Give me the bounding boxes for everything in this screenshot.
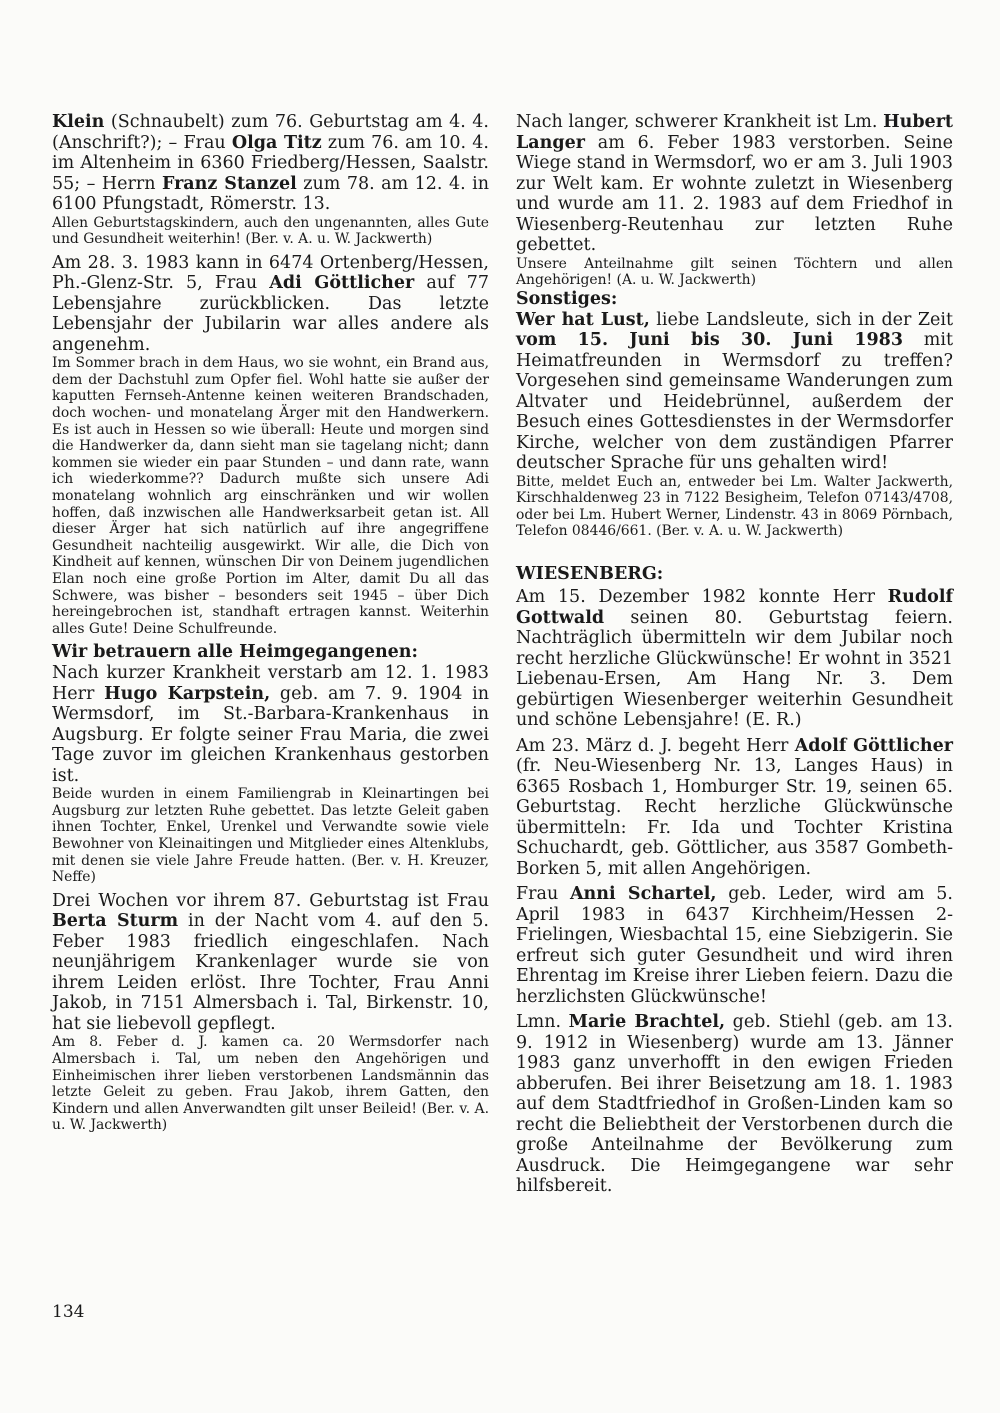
section-heading-wiesenberg: WIESENBERG: [516,564,664,585]
name-franz-stanzel: Franz Stanzel [161,173,297,194]
page-number: 134 [52,1302,85,1322]
section-heading-sonstiges: Sonstiges: [516,288,618,309]
meeting-invitation-paragraph: Wer hat Lust, liebe Landsleute, sich in der Zeit vom 15. Juni bis 30. Juni 1983 mit Heimatfreunden in Wermsdorf zu treffen? Vorgesehen sind gemeinsame Wanderungen zum Altvater und Heidebrünnel, außerdem der Besuch eines Gottesdienstes in der Wermsdorfer Kirche, welcher von dem zuständigen Pfarrer deutscher Sprache für uns gehalten wird! [516,309,954,474]
name-klein: Klein [52,112,105,132]
right-column [516,112,953,1197]
rudolf-gottwald-paragraph: Am 15. Dezember 1982 konnte Herr Rudolf Gottwald seinen 80. Geburtstag feiern. Nachträglich übermitteln wir dem Jubilar noch recht herzliche Glückwünsche! Er wohnt in 3521 Liebenau-Ersen, Am Hang Nr. 3. Dem gebürtigen Wiesenberger weiterhin Gesundheit und schöne Lebensjahre! (E. R.) [516,587,953,731]
condolence-paragraph: Unsere Anteilnahme gilt seinen Töchtern und allen Angehörigen! (A. u. W. Jackwerth) [516,255,953,289]
name-marie-brachtel: Marie Brachtel, [568,1012,726,1033]
adi-goettlicher-paragraph: Am 28. 3. 1983 kann in 6474 Ortenberg/Hessen, Ph.-Glenz-Str. 5, Frau Adi Göttlicher auf 77 Lebensjahre zurückblicken. Das letzte Lebensjahr der Jubilarin war alles andere als angenehm. [52,252,489,355]
burial-paragraph: Beide wurden in einem Familiengrab in Kleinartingen bei Augsburg zur letzten Ruhe gebettet. Das letzte Geleit gaben ihnen Tochter, Enkel, Urenkel und Verwandte sowie viele Bewohner von Kleinaitingen und Mitglieder eines Altenklubs, mit denen sie viele Jahre Freude hatten. (Ber. v. H. Kreuzer, Neffe) [52,786,489,886]
birthday-wishes-paragraph: Allen Geburtstagskindern, auch den ungenannten, alles Gute und Gesundheit weiterhin! (Ber. v. A. u. W. Jackwerth) [52,214,489,248]
name-adolf-goettlicher: Adolf Göttlicher [794,735,953,756]
hubert-langer-paragraph: Nach langer, schwerer Krankheit ist Lm. Hubert Langer am 6. Feber 1983 verstorben. Seine Wiege stand in Wermsdorf, wo er am 3. Juli 1903 zur Welt kam. Er wohnte zuletzt in Wiesenberg und wurde am 11. 2. 1983 auf dem Friedhof in Wiesenberg-Reutenhau zur letzten Ruhe gebettet. [516,112,953,255]
name-olga-titz: Olga Titz [231,132,322,153]
registration-paragraph: Bitte, meldet Euch an, entweder bei Lm. Walter Jackwerth, Kirschhaldenweg 23 in 7122 Besigheim, Telefon 07143/4708, oder bei Lm. Hubert Werner, Lindenstr. 43 in 8069 Pörnbach, Telefon 08446/661. (Ber. v. A. u. W. Jackwerth) [516,473,953,540]
name-rudolf-gottwald: Rudolf Gottwald [516,587,953,628]
meeting-dates: vom 15. Juni bis 30. Juni 1983 [516,330,904,351]
hugo-karpstein-paragraph: Nach kurzer Krankheit verstarb am 12. 1. 1983 Herr Hugo Karpstein, geb. am 7. 9. 1904 in Wermsdorf, im St.-Barbara-Krankenhaus in Augsburg. Er folgte seiner Frau Maria, die zwei Tage zuvor im gleichen Krankenhaus gestorben ist. [52,663,489,786]
name-anni-schartel: Anni Schartel, [569,884,717,905]
birthday-list-paragraph: Klein (Schnaubelt) zum 76. Geburtstag am 4. 4. (Anschrift?); – Frau Olga Titz zum 76. am 10. 4. im Altenheim in 6360 Friedberg/Hessen, Saalstr. 55; – Herrn Franz Stanzel zum 78. am 12. 4. in 6100 Pfungstadt, Römerstr. 13. [52,112,490,214]
name-berta-sturm: Berta Sturm [52,911,179,932]
marie-brachtel-paragraph: Lmn. Marie Brachtel, geb. Stiehl (geb. am 13. 9. 1912 in Wiesenberg) wurde am 13. Jänner 1983 ganz unverhofft in den ewigen Frieden abberufen. Bei ihrer Beisetzung am 18. 1. 1983 auf dem Stadtfriedhof in Großen-Linden kam so recht die Beliebtheit der Verstorbenen durch die große Anteilnahme der Bevölkerung zum Ausdruck. Die Heimgegangene war sehr hilfsbereit. [516,1012,953,1197]
berta-sturm-paragraph: Drei Wochen vor ihrem 87. Geburtstag ist Frau Berta Sturm in der Nacht vom 4. auf den 5. Feber 1983 friedlich eingeschlafen. Nach neunjährigem Krankenlager wurde sie von ihrem Leiden erlöst. Ihre Tochter, Frau Anni Jakob, in 7151 Almersbach i. Tal, Birkenstr. 10, hat sie liebevoll gepflegt. [52,890,489,1034]
almersbach-paragraph: Am 8. Feber d. J. kamen ca. 20 Wermsdorfer nach Almersbach i. Tal, um neben den Angehörigen und Einheimischen ihrer lieben verstorbenen Landsmännin das letzte Geleit zu geben. Frau Jakob, ihrem Gatten, den Kindern und allen Anverwandten gilt unser Beileid! (Ber. v. A. u. W. Jackwerth) [52,1034,489,1134]
fire-story-paragraph: Im Sommer brach in dem Haus, wo sie wohnt, ein Brand aus, dem der Dachstuhl zum Opfer fiel. Wohl hatte sie außer der kaputten Fernseh-Antenne keinen weiteren Brandschaden, doch wochen- und monatelang Ärger mit den Handwerkern. Es ist auch in Hessen so wie überall: Heute und morgen sind die Handwerker da, dann sieht man sie tagelang nicht; dann kommen sie wieder ein paar Stunden – und dann rate, wann ich wiederkomme?? Dadurch mußte sich unsere Adi monatelang wohnlich arg einschränken und wir wollen hoffen, daß inzwischen alle Handwerksarbeit getan ist. All dieser Ärger hat sich natürlich auf ihre angegriffene Gesundheit nachteilig ausgewirkt. Wir alle, die Dich von Kindheit auf kennen, wünschen Dir von Deinem jugendlichen Elan noch eine große Portion im Alter, damit Du all das Schwere, was bisher – besonders seit 1945 – über Dich hereingebrochen ist, standhaft ertragen kannst. Weiterhin alles Gute! Deine Schulfreunde. [52,355,489,637]
adolf-goettlicher-paragraph: Am 23. März d. J. begeht Herr Adolf Göttlicher (fr. Neu-Wiesenberg Nr. 13, Langes Haus) in 6365 Rosbach 1, Homburger Str. 19, seinen 65. Geburtstag. Recht herzliche Glückwünsche übermitteln: Fr. Ida und Tochter Kristina Schuchardt, geb. Göttlicher, aus 3587 Gombeth-Borken 5, mit allen Angehörigen. [516,735,953,879]
left-column [52,112,489,1134]
anni-schartel-paragraph: Frau Anni Schartel, geb. Leder, wird am 5. April 1983 in 6437 Kirchheim/Hessen 2-Frielingen, Wiesbachtal 15, eine Siebzigerin. Sie erfreut sich guter Gesundheit und wird ihren Ehrentag im Kreise ihrer Lieben feiern. Dazu die herzlichsten Glückwünsche! [516,884,953,1007]
name-hugo-karpstein: Hugo Karpstein, [104,683,271,704]
name-adi-goettlicher: Adi Göttlicher [269,273,415,294]
name-hubert-langer: Hubert Langer [516,112,953,153]
section-heading-mourning: Wir betrauern alle Heimgegangenen: [52,642,418,663]
